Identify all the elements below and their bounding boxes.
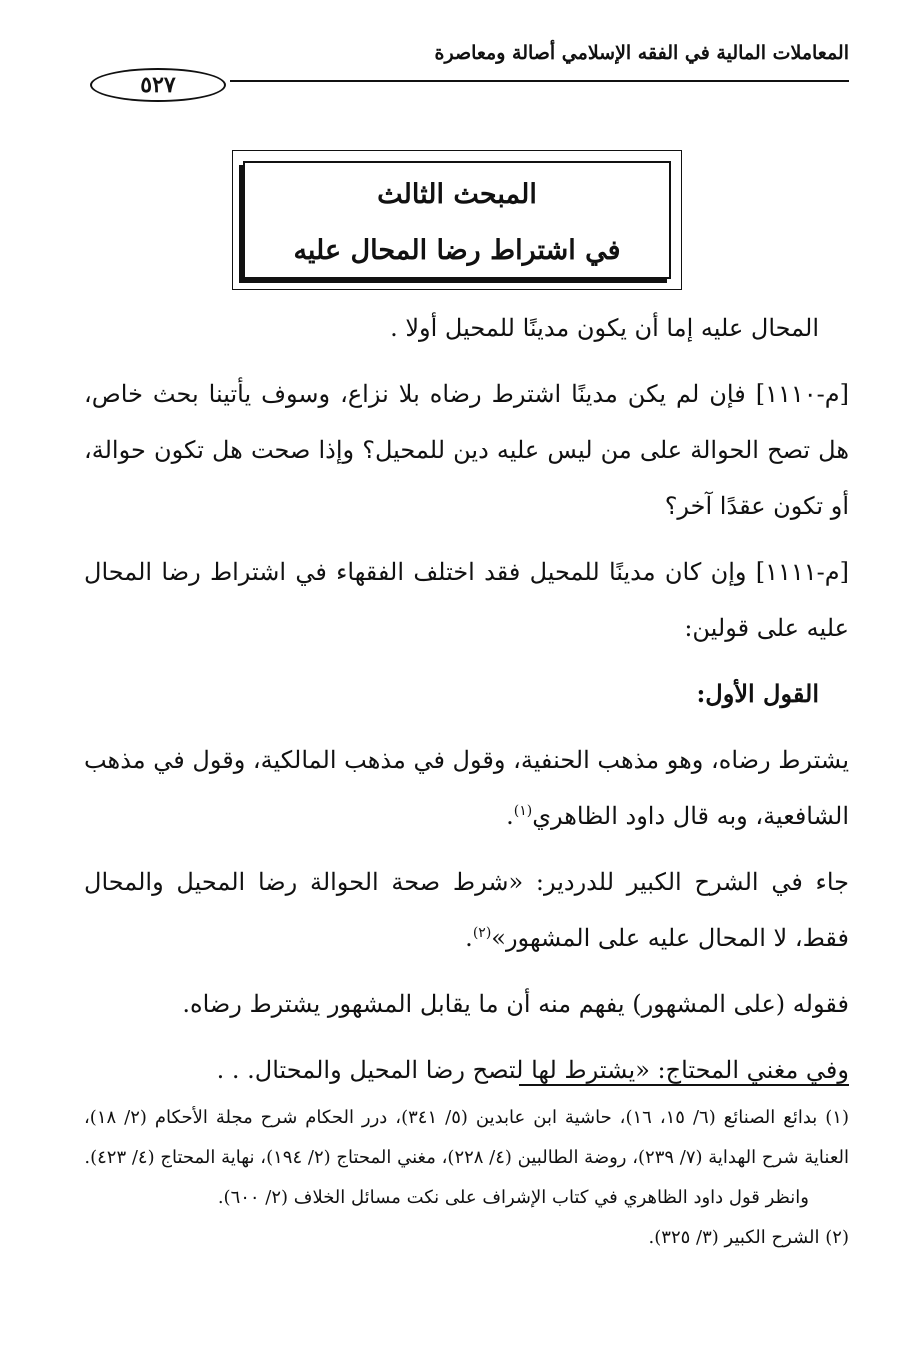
section-title-line2: في اشتراط رضا المحال عليه xyxy=(293,235,621,266)
footnote-2: (٢) الشرح الكبير (٣/ ٣٢٥). xyxy=(648,1227,849,1248)
paragraph-5: يشترط رضاه، وهو مذهب الحنفية، وقول في مذهب المالكية، وقول في مذهب الشافعية، وبه قال داود الظاهري$^{(١)}$. xyxy=(83,746,849,830)
running-title: المعاملات المالية في الفقه الإسلامي أصالة ومعاصرة xyxy=(434,42,849,64)
paragraph-7: فقوله (على المشهور) يفهم منه أن ما يقابل المشهور يشترط رضاه. xyxy=(182,990,849,1018)
running-header xyxy=(90,38,849,98)
paragraph-5-text: يشترط رضاه، وهو مذهب الحنفية، وقول في مذهب المالكية، وقول في مذهب الشافعية، وبه قال داود الظاهري xyxy=(83,746,849,830)
paragraph-6: جاء في الشرح الكبير للدردير: «شرط صحة الحوالة رضا المحيل والمحال فقط، لا المحال عليه على المشهور»$^{(٢)}$. xyxy=(84,868,849,952)
paragraph-6-text: جاء في الشرح الكبير للدردير: «شرط صحة الحوالة رضا المحيل والمحال فقط، لا المحال عليه على المشهور» xyxy=(84,868,849,952)
paragraph-3: [م-١١١١] وإن كان مدينًا للمحيل فقد اختلف الفقهاء في اشتراط رضا المحال عليه على قولين: xyxy=(84,558,849,642)
footnote-ref-1: (١) xyxy=(513,803,533,819)
body-text xyxy=(84,300,849,1108)
footnotes xyxy=(84,1098,849,1258)
paragraph-2: [م-١١١٠] فإن لم يكن مدينًا اشترط رضاه بلا نزاع، وسوف يأتينا بحث خاص، هل تصح الحوالة على من ليس عليه دين للمحيل؟ وإذا صحت هل تكون حوالة، أو تكون عقدًا آخر؟ xyxy=(84,380,849,520)
page-number: ٥٢٧ xyxy=(90,68,226,102)
section-title-frame xyxy=(243,161,671,279)
first-opinion-heading: القول الأول: xyxy=(696,679,819,708)
footnote-1: (١) بدائع الصنائع (٦/ ١٥، ١٦)، حاشية ابن عابدين (٥/ ٣٤١)، درر الحكام شرح مجلة الأحكام (٢/ ١٨)، العناية شرح الهداية (٧/ ٢٣٩)، روضة الطالبين (٤/ ٢٢٨)، مغني المحتاج (٢/ ١٩٤)، نهاية المحتاج (٤/ ٤٢٣). xyxy=(84,1107,849,1168)
paragraph-1: المحال عليه إما أن يكون مدينًا للمحيل أولا . xyxy=(390,314,819,342)
paragraph-8: وفي مغني المحتاج: «يشترط لها لتصح رضا المحيل والمحتال. . . xyxy=(216,1056,849,1084)
section-title-box xyxy=(232,150,682,290)
footnote-ref-2: (٢) xyxy=(472,925,492,941)
footnote-rule xyxy=(519,1084,849,1086)
footnote-1-continued: وانظر قول داود الظاهري في كتاب الإشراف على نكت مسائل الخلاف (٢/ ٦٠٠). xyxy=(217,1187,809,1208)
section-title-line1: المبحث الثالث xyxy=(377,179,537,210)
header-rule xyxy=(230,80,849,82)
